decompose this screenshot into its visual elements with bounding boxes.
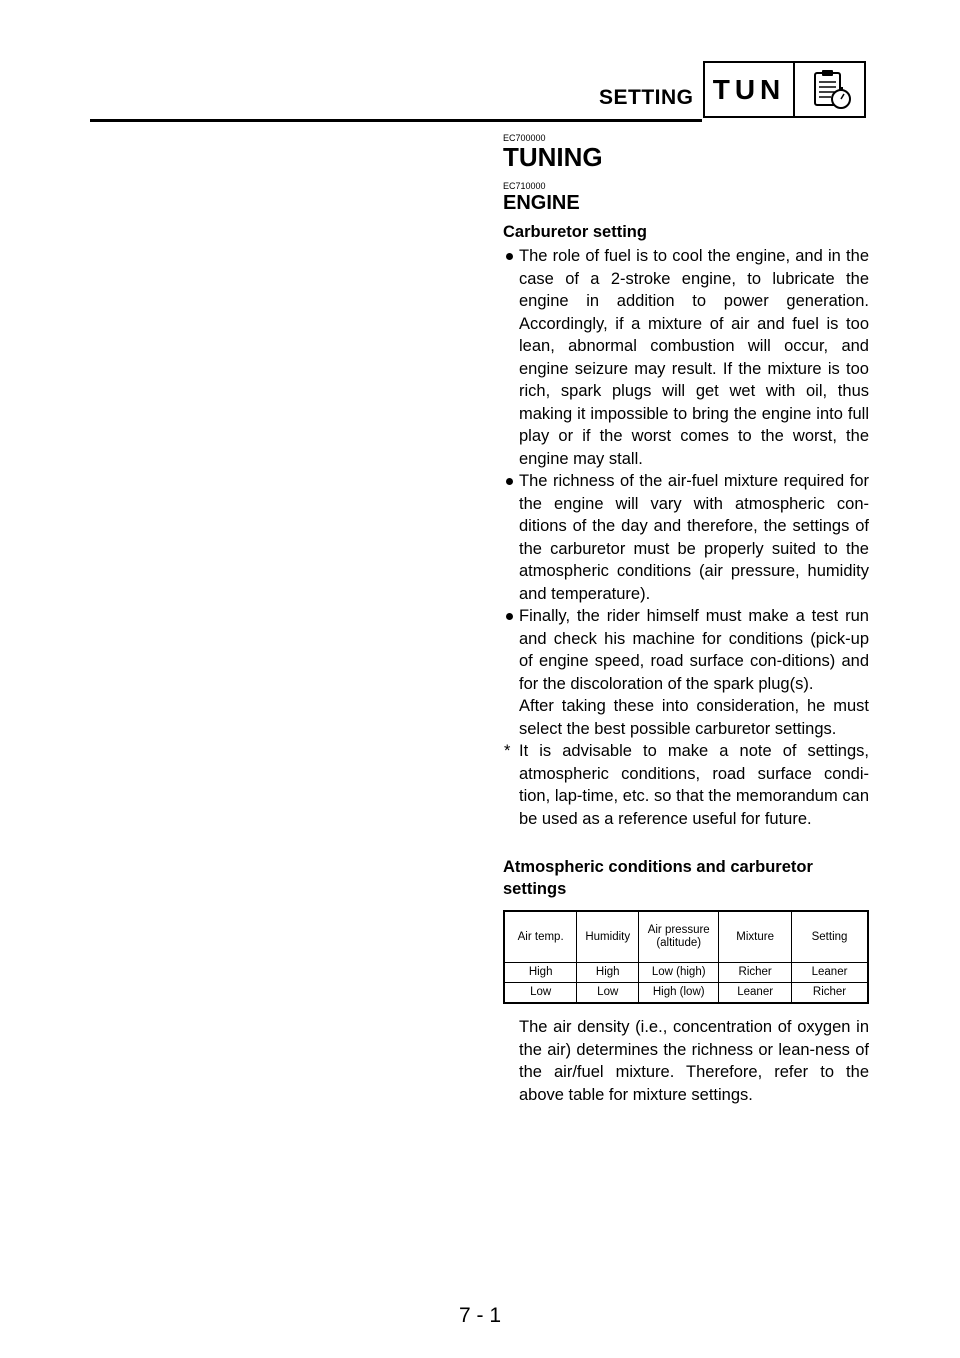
bullet-item xyxy=(503,245,869,470)
note-text: It is advisable to make a note of settings, atmospheric conditions, road surface condi-tion, lap-time, etc. so that the memorandum can be used as a reference useful for future. xyxy=(519,742,869,828)
table-cell: High xyxy=(577,963,639,983)
table-row xyxy=(504,963,868,983)
table-header-cell: Humidity xyxy=(577,911,639,963)
table-header-cell: Air pressure (altitude) xyxy=(639,911,719,963)
table-cell: High xyxy=(504,963,577,983)
table-cell: Leaner xyxy=(792,963,868,983)
table-row xyxy=(504,983,868,1004)
table-cell: Low xyxy=(577,983,639,1004)
table-cell: High (low) xyxy=(639,983,719,1004)
bullet-text: The richness of the air-fuel mixture required for the engine will vary with atmospheric con-ditions of the day and therefore, the settings of the carburetor must be properly suited to the atmospheric conditions (air pressure, humidity and temperature). xyxy=(519,472,869,603)
bullet-icon xyxy=(506,613,513,620)
header-rule xyxy=(90,119,702,122)
note-item xyxy=(503,740,869,830)
clipboard-stopwatch-icon xyxy=(795,63,864,116)
table-header-cell: Air temp. xyxy=(504,911,577,963)
table-cell: Richer xyxy=(719,963,792,983)
doc-code: EC700000 xyxy=(503,133,546,143)
bullet-text: Finally, the rider himself must make a test run and check his machine for conditions (pick-up of engine speed, road surface con-ditions) and for the discoloration of the spark plug(s). xyxy=(519,607,869,693)
doc-code: EC710000 xyxy=(503,181,546,191)
bullet-item xyxy=(503,470,869,605)
subsection-heading: Carburetor setting xyxy=(503,223,647,241)
conditions-table xyxy=(503,910,869,1004)
section-title: SETTING xyxy=(599,86,694,109)
body-paragraph: The air density (i.e., concentration of oxygen in the air) determines the richness or lean-ness of the air/fuel mixture. Therefore, refer to the above table for mixture settings. xyxy=(519,1018,869,1104)
bullet-item xyxy=(503,605,869,695)
body-paragraph: After taking these into consideration, he must select the best possible carburetor settings. xyxy=(519,697,869,738)
table-header-row xyxy=(504,911,868,963)
table-cell: Richer xyxy=(792,983,868,1004)
table-cell: Low (high) xyxy=(639,963,719,983)
table-header-cell: Setting xyxy=(792,911,868,963)
note-mark: * xyxy=(504,742,511,760)
bullet-icon xyxy=(506,478,513,485)
table-cell: Low xyxy=(504,983,577,1004)
section-heading: ENGINE xyxy=(503,192,580,214)
section-tag-box xyxy=(703,61,866,118)
section-tag: TUN xyxy=(705,63,795,116)
page-title: TUNING xyxy=(503,142,603,172)
table-cell: Leaner xyxy=(719,983,792,1004)
bullet-icon xyxy=(506,253,513,260)
page-number: 7 - 1 xyxy=(458,1304,502,1327)
table-header-cell: Mixture xyxy=(719,911,792,963)
bullet-text: The role of fuel is to cool the engine, and in the case of a 2-stroke engine, to lubricate the engine in addition to power generation. Accordingly, if a mixture of air and fuel is too lean, abnormal combustion will occur, and engine seizure may result. If the mixture is too rich, spark plugs will get wet with oil, thus making it impossible to bring the engine into full play or if the worst comes to the worst, the engine may stall. xyxy=(519,247,869,468)
main-column xyxy=(503,128,869,1106)
subsection-heading: Atmospheric conditions and carburetor settings xyxy=(503,858,813,898)
